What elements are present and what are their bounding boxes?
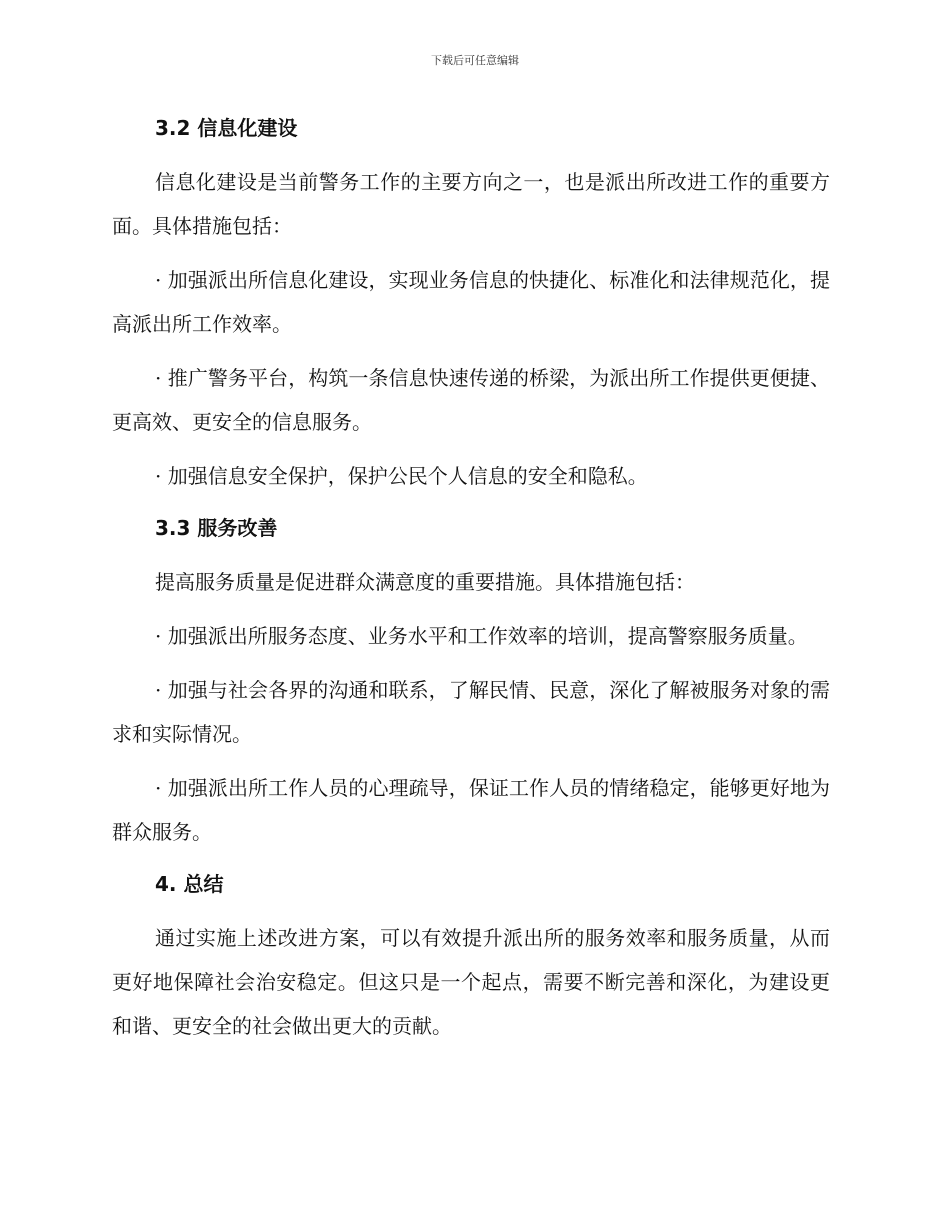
paragraph: 提高服务质量是促进群众满意度的重要措施。具体措施包括：: [155, 570, 695, 594]
bullet-item: · 加强信息安全保护，保护公民个人信息的安全和隐私。: [155, 464, 648, 488]
bullet-item: · 加强派出所工作人员的心理疏导，保证工作人员的情绪稳定，能够更好地为群众服务。: [112, 776, 830, 844]
paragraph: 信息化建设是当前警务工作的主要方向之一，也是派出所改进工作的重要方面。具体措施包括：: [112, 170, 830, 238]
bullet-item: · 推广警务平台，构筑一条信息快速传递的桥梁，为派出所工作提供更便捷、更高效、更安全的信息服务。: [112, 366, 830, 434]
paragraph: 通过实施上述改进方案，可以有效提升派出所的服务效率和服务质量，从而更好地保障社会治安稳定。但这只是一个起点，需要不断完善和深化，为建设更和谐、更安全的社会做出更大的贡献。: [112, 926, 830, 1038]
bullet-item: · 加强派出所信息化建设，实现业务信息的快捷化、标准化和法律规范化，提高派出所工作效率。: [112, 268, 830, 336]
section-heading-4: 4. 总结: [155, 872, 224, 896]
page-header-note: 下载后可任意编辑: [431, 54, 519, 67]
bullet-item: · 加强派出所服务态度、业务水平和工作效率的培训，提高警察服务质量。: [155, 624, 808, 648]
document-body: [112, 108, 830, 1058]
bullet-item: · 加强与社会各界的沟通和联系，了解民情、民意，深化了解被服务对象的需求和实际情况。: [112, 678, 830, 746]
section-heading-3-3: 3.3 服务改善: [155, 516, 278, 540]
section-heading-3-2: 3.2 信息化建设: [155, 116, 298, 140]
